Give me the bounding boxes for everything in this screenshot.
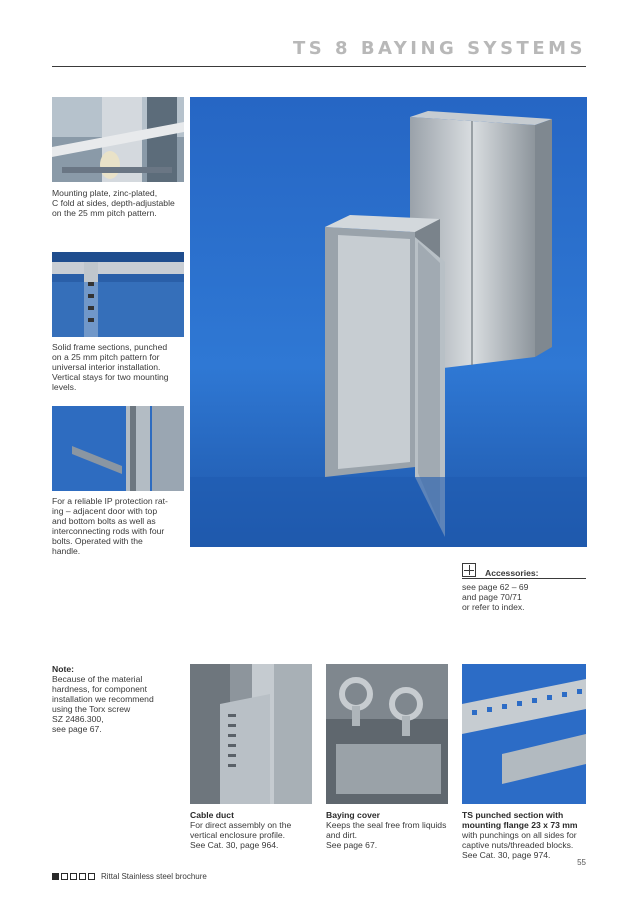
door-bolt-photo: [52, 406, 184, 491]
frame-sections-photo: [52, 252, 184, 337]
page-number: 55: [577, 858, 586, 867]
accessories-refs: see page 62 – 69 and page 70/71 or refer to index.: [462, 582, 529, 612]
enclosure-main-photo: [190, 97, 587, 547]
ip-protection-caption: For a reliable IP protection rat- ing – adjacent door with top and bottom bolts as well as interconnecting rods with four bolts. Operated with the handle.: [52, 496, 168, 556]
footer: [52, 872, 207, 881]
header-rule: [52, 66, 586, 67]
accessories-title: Accessories:: [485, 568, 539, 578]
cable-duct-photo: [190, 664, 312, 804]
accessories-rule: [462, 578, 586, 579]
baying-cover-caption: Baying cover Keeps the seal free from liquids and dirt. See page 67.: [326, 810, 447, 850]
page-marker-squares-icon: [52, 873, 97, 880]
punched-section-caption: TS punched section with mounting flange 23 x 73 mm with punchings on all sides for captive nuts/threaded blocks. See Cat. 30, page 974.: [462, 810, 578, 860]
baying-cover-photo: [326, 664, 448, 804]
frame-sections-caption: Solid frame sections, punched on a 25 mm pitch pattern for universal interior installation. Vertical stays for two mounting levels.: [52, 342, 169, 392]
plus-box-icon: [462, 563, 476, 577]
footer-text: Rittal Stainless steel brochure: [101, 872, 207, 881]
cable-duct-caption: Cable duct For direct assembly on the vertical enclosure profile. See Cat. 30, page 964.: [190, 810, 292, 850]
page-title: TS 8 BAYING SYSTEMS: [293, 38, 586, 59]
punched-section-photo: [462, 664, 586, 804]
mounting-plate-photo: [52, 97, 184, 182]
note-block: Note: Because of the material hardness, for component installation we recommend using the Torx screw SZ 2486.300, see page 67.: [52, 664, 154, 734]
mounting-plate-caption: Mounting plate, zinc-plated, C fold at sides, depth-adjustable on the 25 mm pitch pattern.: [52, 188, 175, 218]
